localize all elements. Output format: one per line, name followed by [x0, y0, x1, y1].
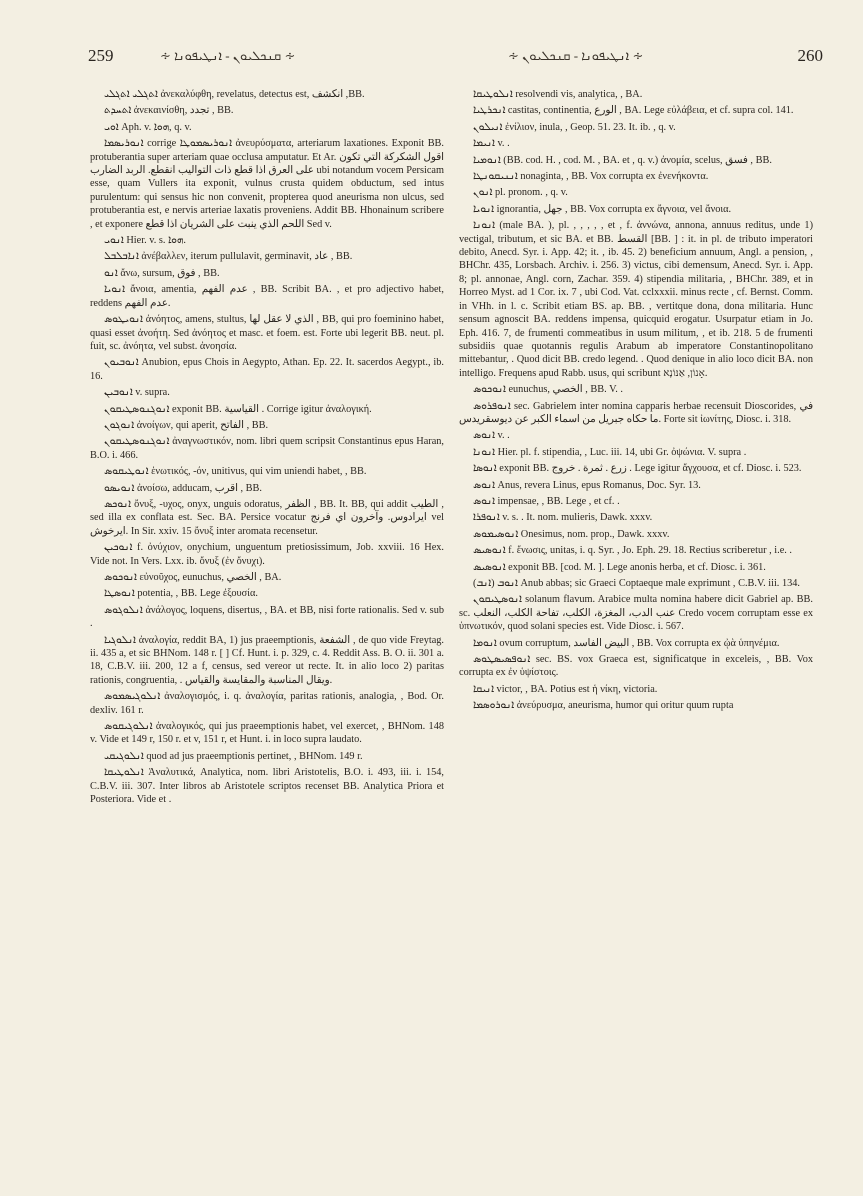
dictionary-entry: ܐܢܘܢ pl. pronom. , q. v. — [473, 187, 568, 199]
dictionary-entry: ܐܢܐܒܠܒܠ ἀνέβαλλεν, iterum pullulavit, germinavit, عاد , BB. — [104, 251, 353, 263]
dictionary-entry: ܐܢܘܡܐ ovum corruptum, البيض الفاسد , BB. Vox corrupta ex ᾠὰ ὑπηνέμια. — [473, 637, 780, 649]
dictionary-entry: ܐܬܓܠܝ ܐܬܓܠܝ ἀνεκαλύφθη, revelatus, detectus est, انكشف ,BB. — [104, 89, 365, 100]
left-column — [90, 88, 444, 1168]
dictionary-entry: ܐܢܘܝ Hier. v. s. ܗܘܐ. — [104, 235, 186, 247]
dictionary-entry: ܐܢܘܣܝܣ exponit BB. [cod. M. ]. Lege anonis herba, et cf. Diosc. i. 361. — [473, 561, 766, 573]
dictionary-entry: ܐܢܘܣܝܣ f. ἕνωσις, unitas, i. q. Syr. , Jo. Eph. 29. 18. Rectius scriberetur , i.e. . — [473, 545, 792, 557]
dictionary-entry: ܐܢܘܟܘܣ εὐνοῦχος, eunuchus, الخصي , BA. — [104, 572, 282, 583]
dictionary-entry: ܐܢܘܣܐ exponit BB. زرع . ثمرة . خروج . Lege igitur ἄγχουσα, et cf. Diosc. i. 523. — [473, 463, 802, 475]
dictionary-entry: ܐܢܘܪܝܣܡܐ corrige ܐܢܘܪܝܣܡܘܛܐ ἀνευρύσματα, arteriarum laxationes. Exponit BB. protuberantia super arteriam quae occlusa amputatur. Et Ar. اقول الشكركة التي تكون على العرق اذا قطع ذات التواليب انقطع. الربد الضارب ubi notandum vocem Persicam esse, quam Vullers ita exponit, vulnus crusta quidem obductum, sed intus purulentum: qui sensus hic non convenit, propterea quod aneurisma non ulcus, sed protuberantia est, e nervis arteriae laxatis proveniens. Addit BB. Hhonainum scribere , et exponere اللحم الذي ينبت على الشريان اذا قطع Sed v. — [90, 138, 444, 230]
dictionary-entry: ܐܢܘܢܐ Hier. pl. f. stipendia, , Luc. iii. 14, ubi Gr. ὀψώνια. V. supra . — [473, 446, 747, 458]
right-column — [459, 88, 813, 1168]
page-header — [88, 44, 823, 68]
dictionary-entry: ܐܢܟܪܛܝܐ castitas, continentia, الورع , BA. Lege εὐλάβεια, et cf. supra col. 141. — [473, 105, 794, 117]
dictionary-entry: ܐܢܠܘܓܝܩܘܣ ἀναλογικός, qui jus praeemptionis habet, vel exercet, , BHNom. 148 v. Vide et 149 r, 150 r. et v, 151 r, et Hunt. i. in loco supra laudato. — [90, 721, 444, 746]
dictionary-entry: ܐܢܘܣ v. . — [473, 430, 510, 442]
dictionary-entry: ܐܢܠܘܓܝܩܝ quod ad jus praeemptionis pertinet, , BHNom. 149 r. — [104, 750, 363, 762]
dictionary-entry: ܐܢܘܣ impensae, , BB. Lege , et cf. . — [473, 495, 620, 507]
dictionary-entry: ܐܬܚܕܬ ἀνεκαινίσθη, تجدد , BB. — [104, 105, 234, 117]
dictionary-entry: ܐܢܘܓܘܢ ἀνοίγων, qui aperit, الفاتح , BB. — [104, 419, 269, 431]
dictionary-entry: ܐܢܘܟܣ ὄνυξ, -υχος, onyx, unguis odoratus, الظفر , BB. It. BB, qui addit الطيب , sed illa ex conflata est. Sec. BA. Persice vocatur ايرادوس. وآخرون اي فرنج vel ايرخوش. In Sir. xxiv. 15 ὄνυξ inter aromata recensetur. — [90, 498, 444, 537]
dictionary-entry: ܐܘܝ Aph. v. ܗܘܐ, q. v. — [104, 121, 192, 133]
dictionary-entry: ܐܢܘܝܐ ἄνοια, amentia, عدم الفهم , BB. Scribit BA. , et pro adjectivo habet, reddens عدم الفهم. — [90, 284, 444, 309]
dictionary-entry: ܐܢܘܓܢܘܣܛܝܩܘܢ ἀναγνωστικόν, nom. libri quem scripsit Constantinus epus Haran, B.O. i. 466. — [90, 436, 444, 461]
dictionary-entry: ܐܢܘܓܢܘܣܛܝܩܘܢ exponit BB. القياسية . Corrige igitur ἀναλογική. — [104, 403, 372, 415]
dictionary-entry: ܐܢܘܟܘܣ eunuchus, الخصي , BB. V. . — [473, 384, 623, 396]
dictionary-entry: ܐܢܘܝܐ ignorantia, جهل , BB. Vox corrupta ex ἄγνοια, vel ἄνοια. — [473, 203, 732, 215]
right-running-title: ∻ ܐܢܛܝܦܘܢܐ - ܩܢܟܠܝܘܢ ∻ — [508, 48, 644, 63]
dictionary-entry: ܐܢܘܒܝܢ v. supra. — [104, 387, 170, 399]
dictionary-entry: ܐܢܘܢܐ (male BA. ), pl. , , , , , et , f. ἀννώνα, annona, annuus reditus, unde 1) vectigal, tributum, et sic BA. et BB. القسط [BB. ] : it. in pl. de tributo imperatori debito, Anecd. Syr. i. App. 42; it. , ib. 45. 2) beneficium annuum, Angl. a pension, , BHChr. 435, Lorsbach. Archiv. i. 256. 3) victus, cibi demensum, Anecd. Syr. i. App. 8; pl. annonae, Angl. corn, Zachar. 359. 4) stipendia militaria, , BHChr. 389, et in Horreo Myst. ad 1 Cor. ix. 7 , ubi Cod. Vat. cclxxxii. minus recte , cf. Bernst. Comm. in VHh. in l. c. Scribit etiam BS. ap. BB. , vertitque dona, dona militaria. Hunc sensum agnoscit BA. reddens impensa, quicquid erogatur. Usurpatur etiam in Jo. Eph. 416. 7, de frumenti commeatibus in usum militum, , et ib. 218. 5 de frumenti subsidiis quae quotannis regulis Arabum ab imperatore Constantinopolitano mittebantur, . Quod dicit BB. credo legend. . Quod denique in alio loco dicit BA. non intelligo. Frequens apud Rabb. usus, qui scribunt אָנוֹן, אַנּוֹנָא. — [459, 220, 813, 379]
dictionary-entry: ܐܢܠܘܛܝܩܐ resolvendi vis, analytica, , BA. — [473, 89, 643, 100]
dictionary-entry: ܐܢܘܝܛܘܣ ἀνόητος, amens, stultus, الذي لا عقل لها , BB, qui pro foeminino habet, quasi esset ἀνοήτη. Sed ἀνόητος et masc. et foem. est. Forte ubi legerit BB. neut. pl. fuit, sc. ἀνόητα, vel subst. ἀνοησία. — [90, 314, 444, 352]
dictionary-entry: ܐܢܘܣܛܝܩܘܢ solanum flavum. Arabice multa nomina habere dicit Gabriel ap. BB. sc. عنب الدب، المغزة، الكلب، تفاحة الكلب، النعلب Credo vocem corruptam esse ex ὑπνωτικόν, quod solani species est. Vide Diosc. i. 567. — [459, 594, 813, 633]
dictionary-entry: ܐܢܠܘܓܘܣ ἀνάλογος, loquens, disertus, , BA. et BB, nisi forte rationalis. Sed v. sub . — [90, 604, 444, 630]
dictionary-entry: ܐܢܘܦܣܝܣܛܘܣ sec. BS. vox Graeca est, significatque in exceleis, , BB. Vox corrupta ex ἐν ὑψίστοις. — [459, 654, 813, 679]
left-running-title: ∻ ܩܢܟܠܝܘܢ - ܐܢܛܝܦܘܢܐ ∻ — [160, 48, 296, 63]
dictionary-entry: ܐܢܘܡܝܐ (BB. cod. H. , cod. M. , BA. et , q. v.) ἀνομία, scelus, فسق , BB. — [473, 154, 772, 166]
dictionary-entry: ܐܢܝܠܘܢ ἐνίλιον, inula, , Geop. 51. 23. It. ib. , q. v. — [473, 121, 676, 133]
dictionary-entry: ܐܢܝܩܐ victor, , BA. Potius est ἡ νίκη, victoria. — [473, 683, 658, 695]
dictionary-entry: ܐܢܠܘܓܝܐ ἀναλογία, reddit BA, 1) jus praeemptionis, الشفعة , de quo vide Freytag. ii. 435 a, et sic BHNom. 148 r. [ ] Cf. Hunt. i. p. 329, c. 4. Reddit Ass. B. O. ii. 301 a. 18, C.B.V. iii. 200, 12 a f, census, sed vereor ut recte. It. in alio loco 2) paritas rationis, congruentia, . ويقال المناسبة والمقايسة والقياس. — [90, 634, 444, 686]
dictionary-entry: ܐܢܠܘܛܝܩܐ Ἀναλυτικά, Analytica, nom. libri Aristotelis, B.O. i. 493, iii. i. 154, C.B.V. iii. 307. Inter libros ab Aristotele scriptos recenset BB. Analytica Priora et Posteriora. Vide et . — [90, 767, 444, 806]
dictionary-entry: ܐܢܘܦܪܘܣ sec. Gabrielem inter nomina capparis herbae recensuit Dioscorides, في ما حكاه جبريل من اسماء الكبر عن ديوسقريدس. Forte sit ἰωνίτης, Diosc. i. 318. — [459, 400, 813, 425]
dictionary-entry: ܐܢܘܣܝܡܘܣ Onesimus, nom. prop., Dawk. xxxv. — [473, 528, 670, 540]
dictionary-entry: ܐܢܘܟܝܢ f. ὀνύχιον, onychium, unguentum pretiosissimum, Job. xxviii. 16 Hex. Vide not. In Vers. Lxx. ib. ὄνυξ (ἐν ὄνυχι). — [90, 542, 444, 567]
dictionary-entry: ܐܢܠܘܓܝܣܡܘܣ ἀναλογισμός, i. q. ἀναλογία, paritas rationis, analogia, , Bod. Or. dexliv. 161 r. — [90, 691, 444, 716]
dictionary-entry: ܐܢܘܝܣܘ ἀνοίσω, adducam, اقرب , BB. — [104, 482, 262, 494]
dictionary-entry: ܐܢܘܒܝܘܢ Anubion, epus Chois in Aegypto, Athan. Ep. 22. It. sacerdos Aegypt., ib. 16. — [90, 357, 444, 382]
dictionary-entry: ܐܢܘܒ (ܐܢܒ) Anub abbas; sic Graeci Coptaeque male exprimunt , C.B.V. iii. 134. — [473, 578, 800, 589]
dictionary-entry: ܐܢܘܣܛܐ potentia, , BB. Lege ἐξουσία. — [104, 588, 258, 600]
dictionary-entry: ܐܢܘܛܝܩܘܣ ἑνωτικός, -όν, unitivus, qui vim uniendi habet, , BB. — [104, 466, 367, 478]
dictionary-entry: ܐܢܘ ἄνω, sursum, فوق , BB. — [104, 267, 220, 279]
dictionary-entry: ܐܢܘܣ Anus, revera Linus, epus Romanus, Doc. Syr. 13. — [473, 479, 701, 491]
left-page-number: 259 — [88, 46, 114, 65]
dictionary-entry: ܐܢܢܝܩܘܢܛܐ nonaginta, , BB. Vox corrupta ex ἐνενήκοντα. — [473, 171, 709, 183]
right-page-number: 260 — [797, 46, 823, 65]
dictionary-entry: ܐܢܘܪܘܣܡܐ ἀνεύρυσμα, aneurisma, humor qui oritur quum rupta — [473, 700, 734, 712]
dictionary-entry: ܐܢܝܡܐ v. . — [473, 138, 510, 150]
dictionary-entry: ܐܢܘܦܪܐ v. s. . It. nom. mulieris, Dawk. xxxv. — [473, 512, 653, 524]
